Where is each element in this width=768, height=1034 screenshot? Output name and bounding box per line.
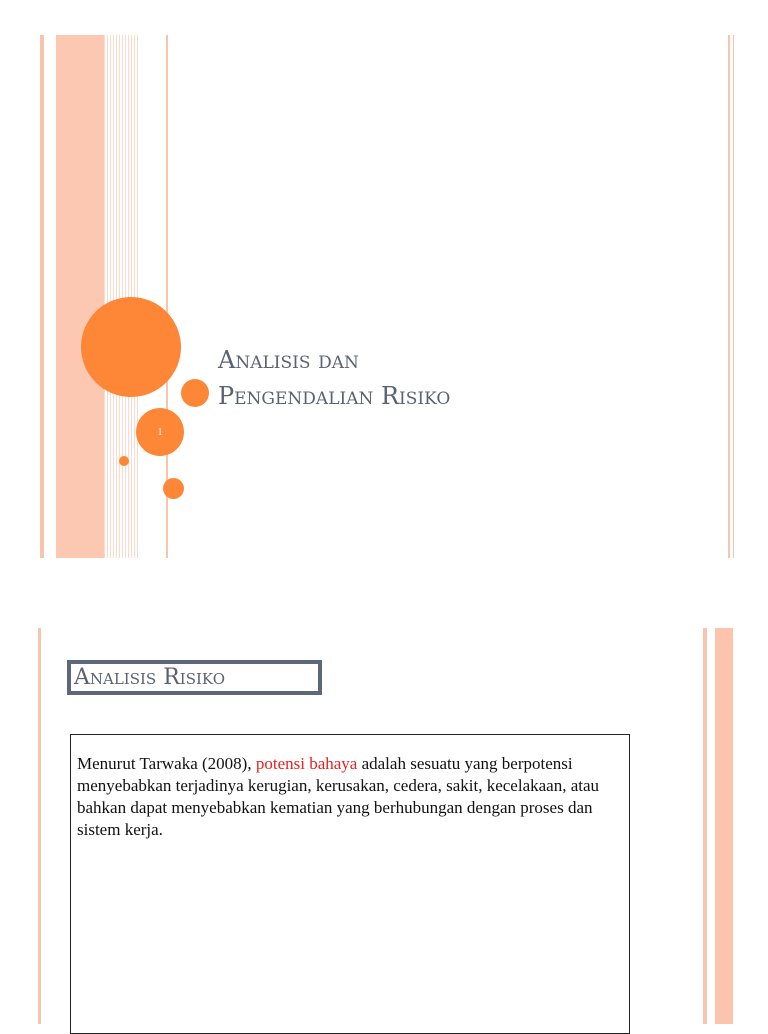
paragraph-highlight: potensi bahaya (255, 754, 358, 773)
slide2-heading-text: Analisis Risiko (74, 665, 225, 690)
slide1-stripe-right-thin (733, 35, 734, 558)
paragraph-intro: Menurut Tarwaka (2008), (77, 754, 256, 773)
definition-text-box (70, 734, 630, 1034)
slide1-stripe-left (40, 35, 44, 558)
decor-circle-small (163, 478, 184, 499)
decor-circle-medium (181, 379, 209, 407)
decor-circle-dot (119, 456, 129, 466)
slide2-stripe-right (703, 628, 707, 1024)
title-line-1 (218, 342, 450, 378)
decor-circle-large (81, 297, 181, 397)
slide-number-badge (136, 408, 184, 456)
slide1-stripe-band (56, 35, 104, 558)
slide1-title (218, 342, 450, 414)
title-line-1-text: Analisis dan (218, 346, 359, 374)
paragraph-rest: adalah sesuatu yang berpotensi menyebabkan terjadinya kerugian, kerusakan, cedera, sakit, kecelakaan, atau bahkan dapat menyebabkan kematian yang berhubungan dengan proses dan sistem kerja. (77, 754, 600, 839)
title-line-2-text: Pengendalian Risiko (218, 382, 451, 410)
slide2-stripe-band (715, 628, 733, 1024)
title-line-2 (218, 378, 450, 414)
slide2-stripe-left (38, 628, 41, 1024)
slide2-heading (67, 660, 322, 695)
slide-number: 1 (157, 426, 163, 438)
slide1-stripe-right (728, 35, 730, 558)
